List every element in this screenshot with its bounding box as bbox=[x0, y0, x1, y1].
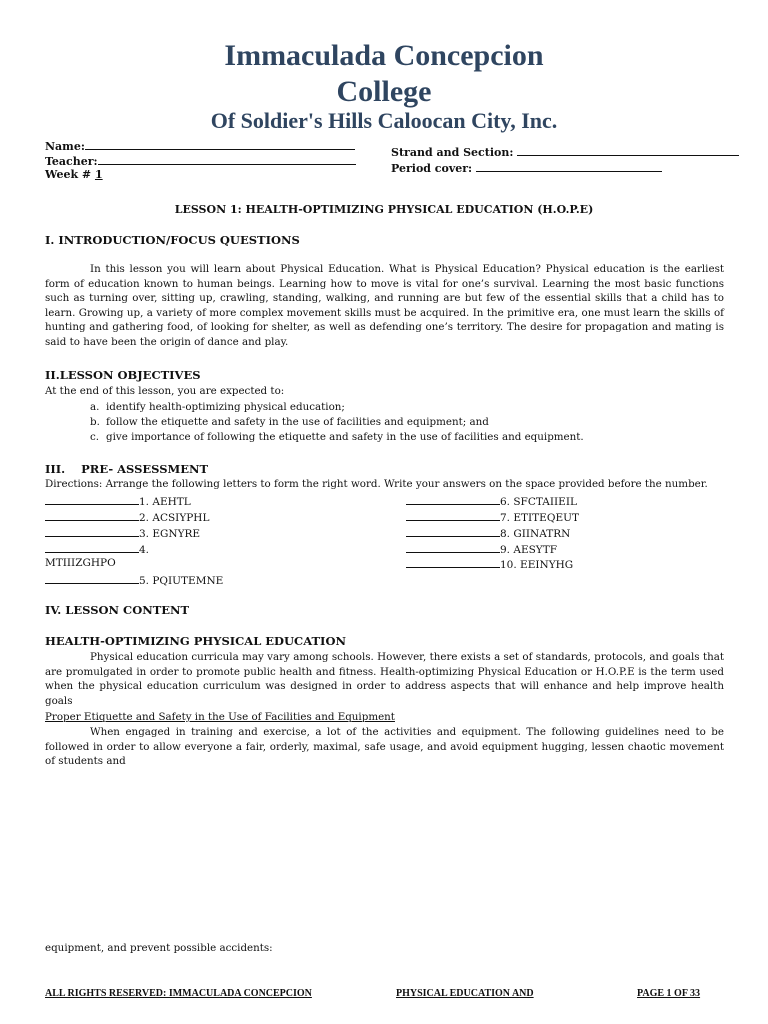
answer-item[interactable]: 2. ACSIYPHL bbox=[45, 509, 209, 525]
answer-item[interactable]: 3. EGNYRE bbox=[45, 525, 200, 541]
assessment-directions: Directions: Arrange the following letters to form the right word. Write your answers on the space provided before the number. bbox=[45, 478, 708, 490]
school-subtitle: Of Soldier's Hills Caloocan City, Inc. bbox=[210, 108, 558, 133]
footer-subject: PHYSICAL EDUCATION AND bbox=[396, 988, 534, 999]
strand-section-field[interactable]: Strand and Section: bbox=[391, 144, 739, 160]
answer-item[interactable]: 8. GIINATRN bbox=[406, 525, 570, 541]
objective-item: a. identify health-optimizing physical education; bbox=[90, 401, 345, 413]
answer-item[interactable]: 6. SFCTAIIEIL bbox=[406, 493, 577, 509]
subheading-hope: HEALTH-OPTIMIZING PHYSICAL EDUCATION bbox=[45, 634, 346, 648]
introduction-paragraph: In this lesson you will learn about Physical Education. What is Physical Education? Physical education is the earliest form of education known to human beings. Learning how to move is vital for one’s survival. Learning the most basic functions such as turning over, sitting up, crawling, standing, walking, and running are but few of the essential skills that a child has to learn. Growing up, a variety of more complex movement skills must be acquired. In the primitive era, one must learn the skills of hunting and gathering food, of looking for shelter, as well as defending one’s territory. The desire for propagation and mating is said to have been the origin of dance and play. bbox=[45, 263, 724, 348]
school-name-line2: College bbox=[336, 75, 432, 108]
continuation-text: equipment, and prevent possible accidents: bbox=[45, 942, 273, 954]
period-cover-field[interactable]: Period cover: bbox=[391, 160, 662, 176]
etiquette-heading: Proper Etiquette and Safety in the Use of Facilities and Equipment bbox=[45, 711, 395, 723]
section-heading-introduction: I. INTRODUCTION/FOCUS QUESTIONS bbox=[45, 233, 300, 247]
answer-item[interactable]: 10. EEINYHG bbox=[406, 556, 573, 572]
objectives-intro: At the end of this lesson, you are expected to: bbox=[45, 385, 285, 397]
answer-item-continuation: MTIIIZGHPO bbox=[45, 557, 116, 569]
name-field[interactable]: Name: bbox=[45, 138, 355, 154]
answer-item[interactable]: 5. PQIUTEMNE bbox=[45, 572, 223, 588]
hope-paragraph: Physical education curricula may vary among schools. However, there exists a set of standards, protocols, and goals that are promulgated in order to promote public health and fitness. Health-optimizing Physical Education or H.O.P.E is the term used when the physical education curriculum was designed in order to address aspects that will enhance and help improve health goals bbox=[45, 651, 724, 707]
etiquette-paragraph: When engaged in training and exercise, a lot of the activities and equipment. The following guidelines need to be followed in order to allow everyone a fair, orderly, maximal, safe usage, and avoid equipment hugging, lessen chaotic movement of students and bbox=[45, 726, 724, 768]
objective-item: c. give importance of following the etiquette and safety in the use of facilities and equipment. bbox=[90, 431, 584, 443]
lesson-title: LESSON 1: HEALTH-OPTIMIZING PHYSICAL EDUCATION (H.O.P.E) bbox=[174, 203, 594, 216]
footer-page-number: PAGE 1 OF 33 bbox=[637, 988, 701, 999]
answer-item[interactable]: 7. ETITEQEUT bbox=[406, 509, 579, 525]
week-field: Week # 1 bbox=[45, 168, 103, 181]
answer-item[interactable]: 9. AESYTF bbox=[406, 541, 557, 557]
teacher-field[interactable]: Teacher: bbox=[45, 153, 356, 169]
section-heading-lesson-content: IV. LESSON CONTENT bbox=[45, 603, 190, 617]
answer-item[interactable]: 4. bbox=[45, 541, 149, 557]
footer-rights: ALL RIGHTS RESERVED: IMMACULADA CONCEPCION bbox=[45, 988, 312, 999]
answer-item[interactable]: 1. AEHTL bbox=[45, 493, 191, 509]
school-name: Immaculada Concepcion bbox=[224, 39, 544, 72]
objective-item: b. follow the etiquette and safety in the use of facilities and equipment; and bbox=[90, 416, 489, 428]
section-heading-pre-assessment: III. PRE- ASSESSMENT bbox=[45, 462, 209, 476]
section-heading-objectives: II.LESSON OBJECTIVES bbox=[45, 368, 201, 382]
